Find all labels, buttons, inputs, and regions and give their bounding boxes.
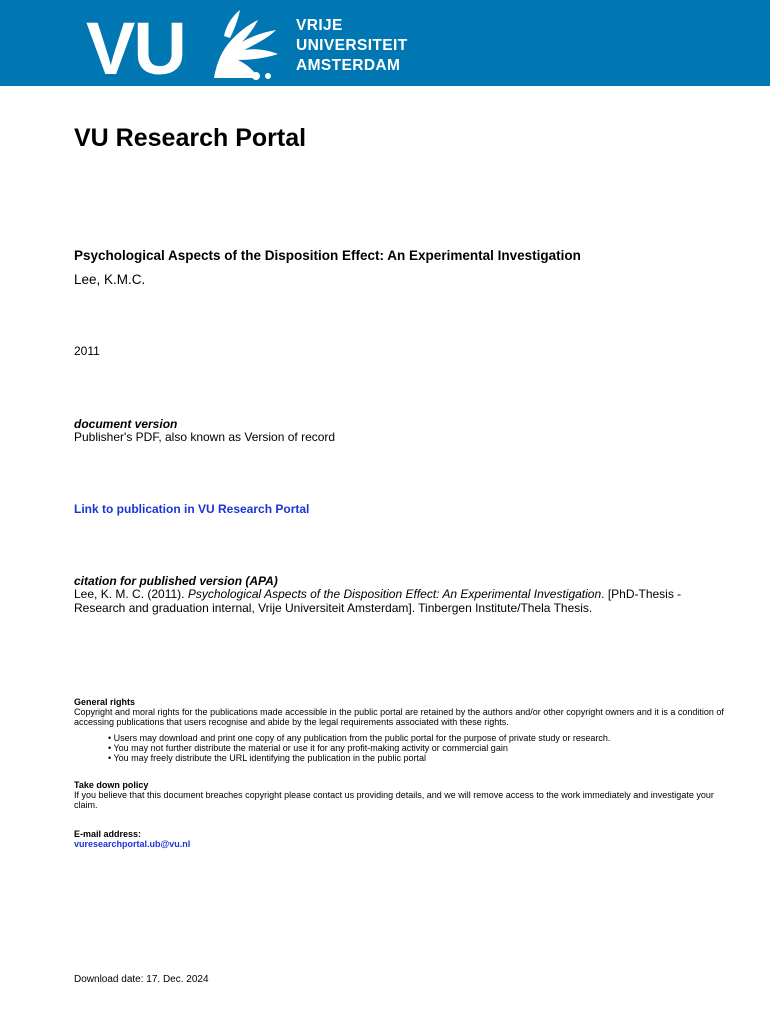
portal-title: VU Research Portal [74,124,307,152]
general-rights-heading: General rights [74,697,136,707]
vu-logo-mark [86,6,286,82]
email-heading: E-mail address: [74,829,142,839]
publication-title: Psychological Aspects of the Disposition Effect: An Experimental Investigation [74,248,581,263]
rights-bullet: • You may not further distribute the material or use it for any profit-making activity or commercial gain [108,743,508,753]
citation-label: citation for published version (APA) [74,574,278,588]
general-rights-text: Copyright and moral rights for the publications made accessible in the public portal are retained by the authors and/or other copyright owners and it is a condition of accessing publications that users recognise and abide by the legal requirements associated with these rights. [74,707,724,727]
rights-bullet: • Users may download and print one copy of any publication from the public portal for the purpose of private study or research. [108,733,611,743]
document-version-value: Publisher's PDF, also known as Version of record [74,430,336,444]
take-down-heading: Take down policy [74,780,149,790]
vu-logo-letters: VU [86,7,185,82]
email-section [74,829,190,849]
document-version-label: document version [74,417,178,431]
citation-text [74,587,714,615]
general-rights-section [74,697,724,763]
citation-suffix: . [PhD-Thesis - Research and graduation internal, Vrije Universiteit Amsterdam]. Tinbergen Institute/Thela Thesis. [74,587,682,615]
logo-line-1: VRIJE [296,17,343,34]
download-date: Download date: 17. Dec. 2024 [74,974,209,985]
rights-list [108,733,724,763]
email-link[interactable]: vuresearchportal.ub@vu.nl [74,839,191,849]
citation-title: Psychological Aspects of the Disposition Effect: An Experimental Investigation [187,587,602,601]
logo-line-3: AMSTERDAM [296,57,401,74]
publication-author: Lee, K.M.C. [74,272,146,287]
griffin-icon [214,10,278,80]
publication-link[interactable]: Link to publication in VU Research Portal [74,502,310,516]
publication-year: 2011 [74,344,100,358]
university-name [296,16,408,76]
citation-prefix: Lee, K. M. C. (2011). [74,587,188,601]
rights-bullet: • You may freely distribute the URL identifying the publication in the public portal [108,753,427,763]
logo-line-2: UNIVERSITEIT [296,37,408,54]
take-down-section [74,780,724,810]
take-down-text: If you believe that this document breaches copyright please contact us providing details, and we will remove access to the work immediately and investigate your claim. [74,790,714,810]
header-banner [0,0,770,86]
